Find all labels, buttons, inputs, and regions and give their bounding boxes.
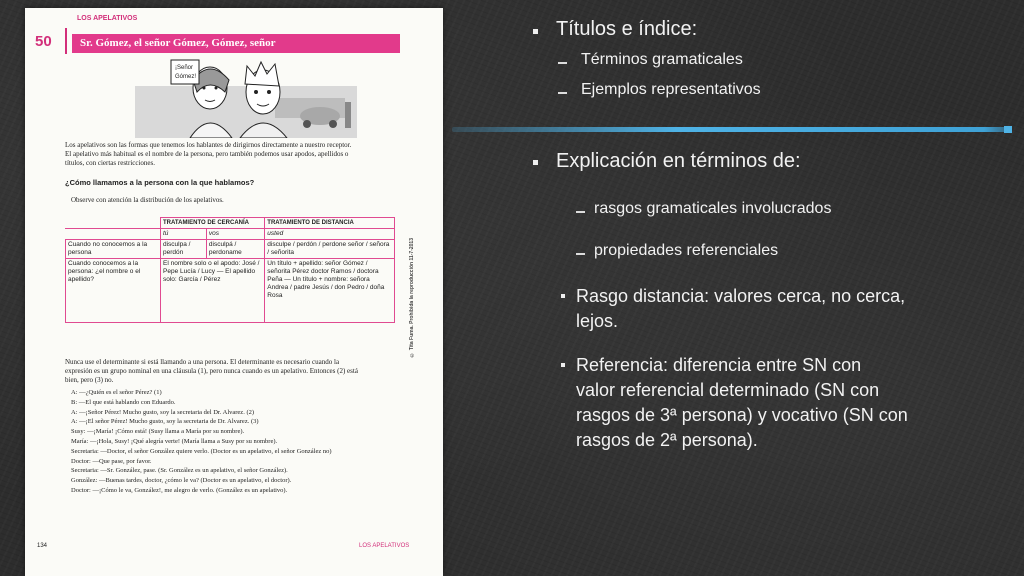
page-footer-section: LOS APELATIVOS xyxy=(359,543,410,549)
accent-divider xyxy=(452,127,1012,132)
page-title-banner: Sr. Gómez, el señor Gómez, Gómez, señor xyxy=(72,34,400,53)
dash-icon xyxy=(576,211,585,213)
note-line: Nunca use el determinante si está llamando a una persona. El determinante es necesario cuando la xyxy=(65,358,340,366)
example-line: González: —Buenas tardes, doctor, ¿cómo le va? (Doctor es un apelativo, el doctor). xyxy=(71,477,292,485)
example-line: Secretaria: —Doctor, el señor González quiere verlo. (Doctor es un apelativo, el señor González no) xyxy=(71,447,332,455)
example-line: Secretaria: —Sr. González, pase. (Sr. González es un apelativo, el señor González). xyxy=(71,467,288,475)
example-line: Susy: —¡María! ¡Cómo está! (Susy llama a María por su nombre). xyxy=(71,428,245,436)
speech-bubble xyxy=(171,60,199,84)
table-subhead-tu: tú xyxy=(161,229,207,240)
table-cell: disculpa / perdón xyxy=(161,240,207,259)
bullet-square-icon xyxy=(533,160,538,165)
bullet-titulos: Títulos e índice: xyxy=(556,18,698,40)
table-corner xyxy=(66,218,161,229)
speech-bubble-line-1: ¡Señor xyxy=(175,65,194,71)
forms-of-address-table xyxy=(65,217,395,323)
table-header-distance: TRATAMIENTO DE DISTANCIA xyxy=(265,218,395,229)
example-line: Doctor: —¡Cómo le va, González!, me alegro de verlo. (González es un apelativo). xyxy=(71,486,288,494)
table-cell: El nombre solo o el apodo: José / Pepe Lucía / Lucy — El apellido solo: García / Pérez xyxy=(161,259,265,323)
section-question: ¿Cómo llamamos a la persona con la que hablamos? xyxy=(65,178,255,187)
table-cell: disculpe / perdón / perdone señor / señora / señorita xyxy=(265,240,395,259)
table-subhead-empty xyxy=(66,229,161,240)
table-cell: Cuando conocemos a la persona: ¿el nombre o el apellido? xyxy=(66,259,161,323)
intro-line: títulos, con ciertas restricciones. xyxy=(65,159,155,167)
table-cell: disculpá / perdoname xyxy=(206,240,264,259)
sub-bullet: propiedades referenciales xyxy=(594,242,779,259)
bullet-referencia: Referencia: diferencia entre SN con valor referencial determinado (SN con rasgos de 3ª persona) y vocativo (SN con rasgos de 2ª persona). xyxy=(576,355,908,450)
page-number: 134 xyxy=(37,543,48,549)
note-line: bien, pero (3) no. xyxy=(65,376,114,384)
dash-icon xyxy=(576,253,585,255)
bullet-rasgo-distancia: Rasgo distancia: valores cerca, no cerca, lejos. xyxy=(576,286,906,331)
example-line: A: —¡El señor Pérez! Mucho gusto, soy la secretaria de Dr. Alvarez. (3) xyxy=(71,418,259,426)
unit-bar xyxy=(65,28,67,54)
bullet-square-icon xyxy=(561,294,565,298)
intro-line: El apelativo más habitual es el nombre de la persona, pero también podemos usar apodos, apellidos o xyxy=(65,150,349,158)
cartoon-illustration xyxy=(135,58,357,138)
dash-icon xyxy=(558,62,567,64)
sub-bullet: Ejemplos representativos xyxy=(581,81,761,98)
accent-divider-cap xyxy=(1004,126,1012,133)
table-cell: Un título + apellido: señor Gómez / señorita Pérez doctor Ramos / doctora Peña — Un título + nombre: señora Andrea / padre Jesús / don Pedro / doña Rosa xyxy=(265,259,395,323)
dash-icon xyxy=(558,92,567,94)
observe-instruction: Observe con atención la distribución de los apelativos. xyxy=(71,196,224,204)
intro-paragraph xyxy=(65,141,405,168)
sub-bullet: rasgos gramaticales involucrados xyxy=(594,200,832,217)
bullet-square-icon xyxy=(533,29,538,34)
textbook-page-image xyxy=(25,8,443,576)
intro-line: Los apelativos son las formas que tenemos los hablantes de dirigirnos directamente a nuestro receptor. xyxy=(65,141,352,149)
note-line: expresión es un grupo nominal en una cláusula (1), pero nunca cuando es un apelativo. Entonces (2) está xyxy=(65,367,358,375)
page-section-label: LOS APELATIVOS xyxy=(77,15,138,22)
dialogue-examples xyxy=(71,388,401,496)
table-cell: Cuando no conocemos a la persona xyxy=(66,240,161,259)
table-subhead-usted: usted xyxy=(265,229,395,240)
table-subhead-vos: vos xyxy=(206,229,264,240)
speech-bubble-line-2: Gómez! xyxy=(175,74,197,80)
example-line: A: —¡Señor Pérez! Mucho gusto, soy la secretaria del Dr. Alvarez. (2) xyxy=(71,408,255,416)
side-credit: © Tita Fuma. Prohibida la reproducción 11-7-2013 xyxy=(409,238,415,358)
example-line: B: —El que está hablando con Eduardo. xyxy=(71,398,176,406)
example-line: Doctor: —Que pase, por favor. xyxy=(71,457,152,465)
table-header-closeness: TRATAMIENTO DE CERCANÍA xyxy=(161,218,265,229)
bullet-square-icon xyxy=(561,363,565,367)
example-line: María: —¡Hola, Susy! ¡Qué alegría verte! (María llama a Susy por su nombre). xyxy=(71,437,278,445)
example-line: A: —¿Quién es el señor Pérez? (1) xyxy=(71,389,162,396)
sub-bullet: Términos gramaticales xyxy=(581,51,743,68)
bullet-explicacion: Explicación en términos de: xyxy=(556,150,801,172)
page-unit-number: 50 xyxy=(35,33,52,50)
determiner-note xyxy=(65,358,405,385)
